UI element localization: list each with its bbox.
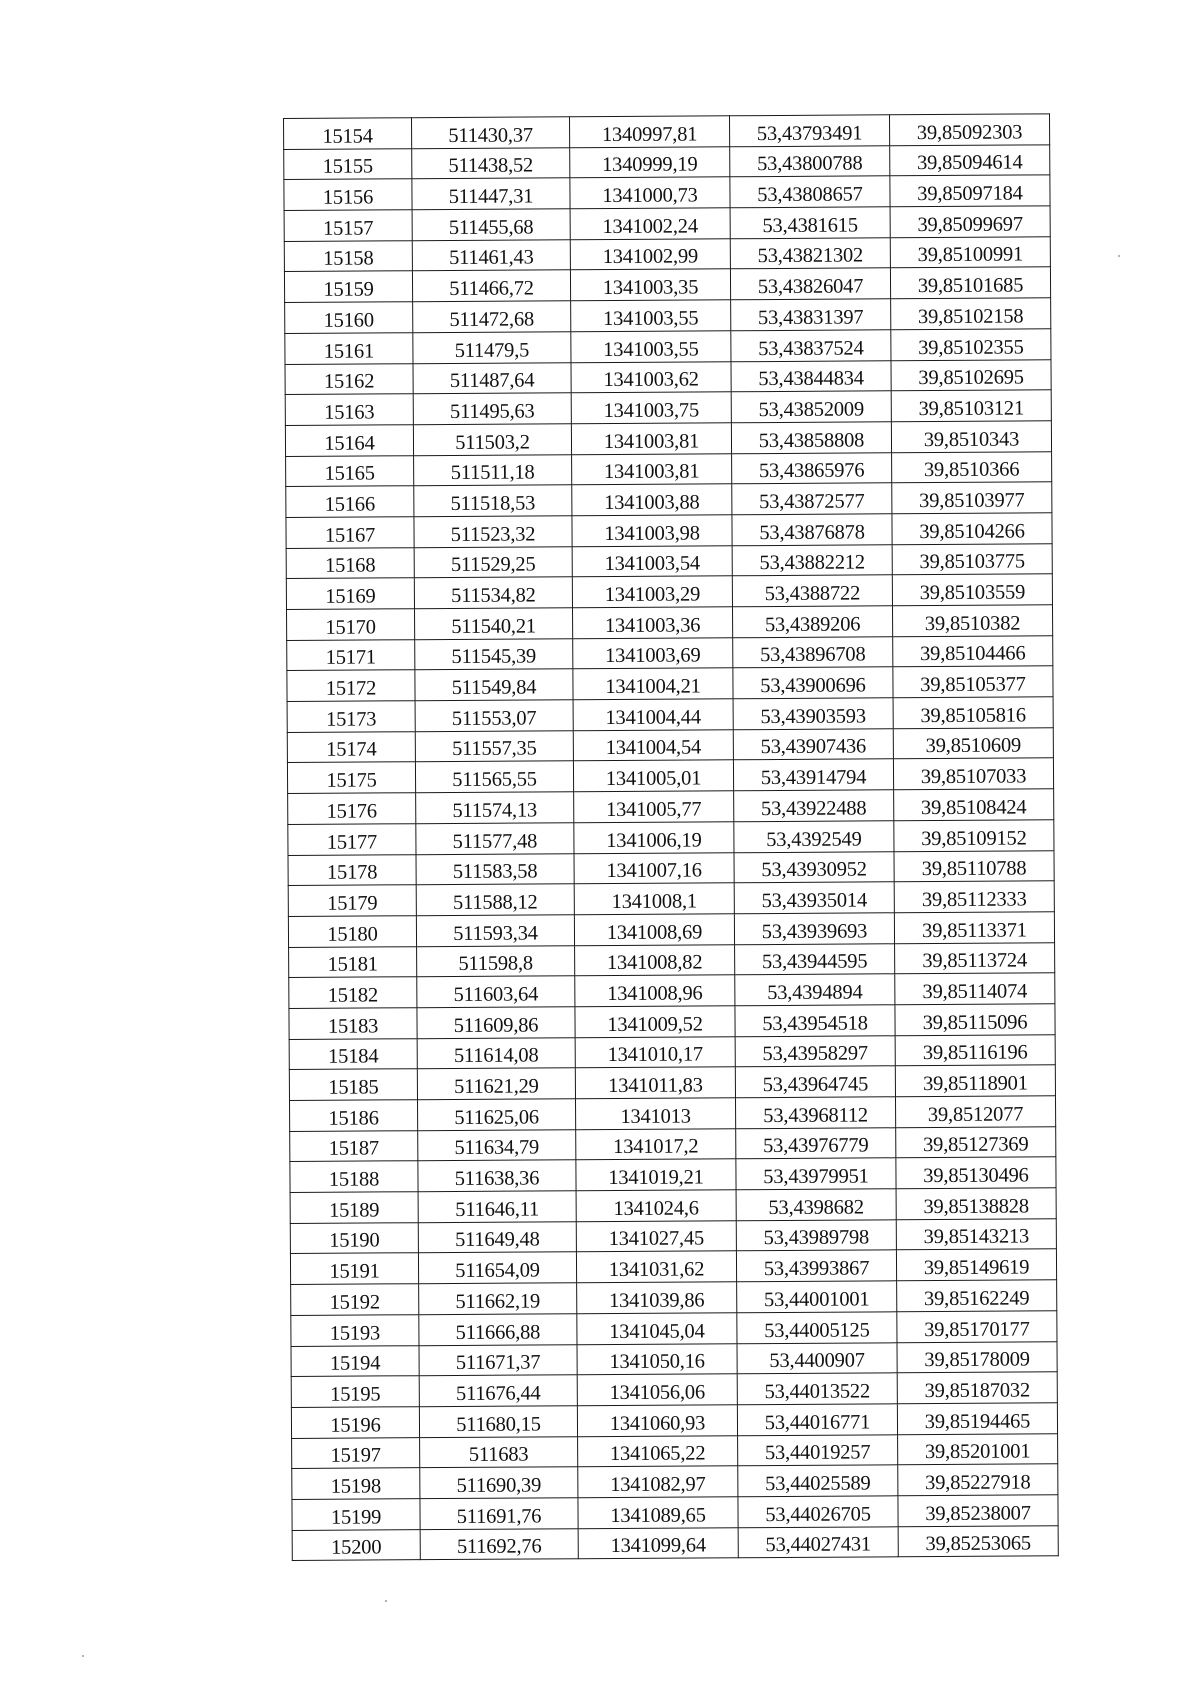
x-coordinate-cell: 511583,58 bbox=[416, 853, 574, 885]
longitude-cell: 39,8512077 bbox=[895, 1096, 1055, 1128]
y-coordinate-cell: 1341003,81 bbox=[572, 453, 732, 485]
point-number-cell: 15166 bbox=[286, 486, 414, 517]
x-coordinate-cell: 511540,21 bbox=[415, 608, 573, 640]
point-number-cell: 15170 bbox=[287, 609, 415, 640]
longitude-cell: 39,8510343 bbox=[891, 421, 1051, 453]
y-coordinate-cell: 1341003,35 bbox=[570, 269, 730, 301]
latitude-cell: 53,43808657 bbox=[730, 176, 890, 208]
x-coordinate-cell: 511503,2 bbox=[413, 424, 571, 456]
point-number-cell: 15197 bbox=[292, 1437, 420, 1468]
x-coordinate-cell: 511646,11 bbox=[418, 1191, 576, 1223]
longitude-cell: 39,85108424 bbox=[894, 789, 1054, 821]
table-row bbox=[292, 1495, 1058, 1530]
x-coordinate-cell: 511598,8 bbox=[417, 945, 575, 977]
longitude-cell: 39,85112333 bbox=[894, 881, 1054, 913]
x-coordinate-cell: 511466,72 bbox=[412, 270, 570, 302]
latitude-cell: 53,44005125 bbox=[737, 1312, 897, 1344]
table-row bbox=[290, 1188, 1056, 1223]
longitude-cell: 39,85097184 bbox=[890, 175, 1050, 207]
latitude-cell: 53,4398682 bbox=[736, 1189, 896, 1221]
x-coordinate-cell: 511545,39 bbox=[415, 638, 573, 670]
x-coordinate-cell: 511529,25 bbox=[414, 546, 572, 578]
y-coordinate-cell: 1341007,16 bbox=[574, 852, 734, 884]
table-row bbox=[285, 329, 1051, 364]
y-coordinate-cell: 1341099,64 bbox=[578, 1527, 738, 1559]
table-row bbox=[290, 1157, 1056, 1192]
x-coordinate-cell: 511691,76 bbox=[420, 1498, 578, 1530]
x-coordinate-cell: 511614,08 bbox=[417, 1037, 575, 1069]
y-coordinate-cell: 1341003,29 bbox=[572, 576, 732, 608]
table-row bbox=[284, 237, 1050, 272]
latitude-cell: 53,43831397 bbox=[731, 299, 891, 331]
longitude-cell: 39,85102355 bbox=[891, 329, 1051, 361]
x-coordinate-cell: 511495,63 bbox=[413, 393, 571, 425]
latitude-cell: 53,44016771 bbox=[737, 1404, 897, 1436]
y-coordinate-cell: 1341009,52 bbox=[575, 1006, 735, 1038]
point-number-cell: 15181 bbox=[289, 946, 417, 977]
longitude-cell: 39,85227918 bbox=[898, 1464, 1058, 1496]
y-coordinate-cell: 1341089,65 bbox=[578, 1497, 738, 1529]
y-coordinate-cell: 1341002,99 bbox=[570, 239, 730, 271]
y-coordinate-cell: 1341013 bbox=[575, 1098, 735, 1130]
point-number-cell: 15180 bbox=[288, 916, 416, 947]
x-coordinate-cell: 511634,79 bbox=[418, 1129, 576, 1161]
longitude-cell: 39,85115096 bbox=[895, 1004, 1055, 1036]
point-number-cell: 15159 bbox=[284, 271, 412, 302]
x-coordinate-cell: 511553,07 bbox=[415, 700, 573, 732]
longitude-cell: 39,85253065 bbox=[898, 1525, 1058, 1557]
x-coordinate-cell: 511461,43 bbox=[412, 239, 570, 271]
longitude-cell: 39,85104466 bbox=[893, 635, 1053, 667]
longitude-cell: 39,85113724 bbox=[895, 942, 1055, 974]
table-row bbox=[285, 359, 1051, 394]
table-row bbox=[287, 605, 1053, 640]
longitude-cell: 39,85110788 bbox=[894, 850, 1054, 882]
longitude-cell: 39,85194465 bbox=[897, 1403, 1057, 1435]
latitude-cell: 53,43935014 bbox=[734, 882, 894, 914]
table-row bbox=[284, 206, 1050, 241]
longitude-cell: 39,85107033 bbox=[893, 758, 1053, 790]
x-coordinate-cell: 511430,37 bbox=[412, 117, 570, 149]
table-row bbox=[292, 1433, 1058, 1468]
longitude-cell: 39,8510366 bbox=[892, 451, 1052, 483]
latitude-cell: 53,43930952 bbox=[734, 851, 894, 883]
table-row bbox=[288, 820, 1054, 855]
x-coordinate-cell: 511593,34 bbox=[416, 915, 574, 947]
table-row bbox=[289, 1004, 1055, 1039]
latitude-cell: 53,43865976 bbox=[732, 452, 892, 484]
latitude-cell: 53,43979951 bbox=[736, 1158, 896, 1190]
x-coordinate-cell: 511666,88 bbox=[419, 1314, 577, 1346]
x-coordinate-cell: 511523,32 bbox=[414, 516, 572, 548]
point-number-cell: 15174 bbox=[287, 731, 415, 762]
point-number-cell: 15173 bbox=[287, 701, 415, 732]
point-number-cell: 15157 bbox=[284, 210, 412, 241]
y-coordinate-cell: 1340997,81 bbox=[569, 116, 729, 148]
point-number-cell: 15158 bbox=[284, 240, 412, 271]
table-row bbox=[291, 1311, 1057, 1346]
latitude-cell: 53,43968112 bbox=[735, 1097, 895, 1129]
point-number-cell: 15162 bbox=[285, 363, 413, 394]
y-coordinate-cell: 1341082,97 bbox=[578, 1466, 738, 1498]
y-coordinate-cell: 1341019,21 bbox=[576, 1159, 736, 1191]
latitude-cell: 53,43922488 bbox=[734, 790, 894, 822]
point-number-cell: 15193 bbox=[291, 1315, 419, 1346]
latitude-cell: 53,43896708 bbox=[733, 636, 893, 668]
latitude-cell: 53,43900696 bbox=[733, 667, 893, 699]
x-coordinate-cell: 511692,76 bbox=[420, 1528, 578, 1560]
y-coordinate-cell: 1341000,73 bbox=[570, 177, 730, 209]
y-coordinate-cell: 1341006,19 bbox=[574, 822, 734, 854]
longitude-cell: 39,85100991 bbox=[890, 237, 1050, 269]
y-coordinate-cell: 1341003,36 bbox=[572, 607, 732, 639]
table-row bbox=[291, 1372, 1057, 1407]
latitude-cell: 53,43821302 bbox=[730, 238, 890, 270]
latitude-cell: 53,44025589 bbox=[738, 1465, 898, 1497]
longitude-cell: 39,85113371 bbox=[894, 912, 1054, 944]
y-coordinate-cell: 1341004,44 bbox=[573, 699, 733, 731]
longitude-cell: 39,85116196 bbox=[895, 1034, 1055, 1066]
table-row bbox=[285, 421, 1051, 456]
point-number-cell: 15177 bbox=[288, 824, 416, 855]
x-coordinate-cell: 511549,84 bbox=[415, 669, 573, 701]
table-row bbox=[286, 513, 1052, 548]
longitude-cell: 39,85105816 bbox=[893, 697, 1053, 729]
table-row bbox=[286, 451, 1052, 486]
x-coordinate-cell: 511683 bbox=[420, 1436, 578, 1468]
y-coordinate-cell: 1341039,86 bbox=[577, 1282, 737, 1314]
y-coordinate-cell: 1341008,96 bbox=[575, 975, 735, 1007]
scan-speck bbox=[385, 1600, 387, 1602]
longitude-cell: 39,85238007 bbox=[898, 1495, 1058, 1527]
scan-speck bbox=[82, 1655, 84, 1657]
table-row bbox=[285, 298, 1051, 333]
latitude-cell: 53,43882212 bbox=[732, 544, 892, 576]
scan-speck bbox=[1118, 255, 1120, 257]
table-row bbox=[289, 1065, 1055, 1100]
table-row bbox=[289, 942, 1055, 977]
point-number-cell: 15169 bbox=[286, 578, 414, 609]
table-row bbox=[288, 881, 1054, 916]
y-coordinate-cell: 1341060,93 bbox=[577, 1405, 737, 1437]
point-number-cell: 15165 bbox=[286, 455, 414, 486]
y-coordinate-cell: 1341045,04 bbox=[577, 1313, 737, 1345]
point-number-cell: 15164 bbox=[285, 425, 413, 456]
longitude-cell: 39,85127369 bbox=[896, 1126, 1056, 1158]
latitude-cell: 53,43837524 bbox=[731, 330, 891, 362]
longitude-cell: 39,85201001 bbox=[898, 1433, 1058, 1465]
longitude-cell: 39,85187032 bbox=[897, 1372, 1057, 1404]
x-coordinate-cell: 511487,64 bbox=[413, 362, 571, 394]
point-number-cell: 15188 bbox=[290, 1161, 418, 1192]
latitude-cell: 53,43989798 bbox=[736, 1220, 896, 1252]
table-row bbox=[287, 697, 1053, 732]
table-row bbox=[284, 145, 1050, 180]
x-coordinate-cell: 511621,29 bbox=[417, 1068, 575, 1100]
latitude-cell: 53,44013522 bbox=[737, 1373, 897, 1405]
latitude-cell: 53,44001001 bbox=[737, 1281, 897, 1313]
x-coordinate-cell: 511588,12 bbox=[416, 884, 574, 916]
point-number-cell: 15161 bbox=[285, 333, 413, 364]
y-coordinate-cell: 1341008,69 bbox=[574, 914, 734, 946]
table-row bbox=[290, 1096, 1056, 1131]
y-coordinate-cell: 1341003,55 bbox=[571, 300, 731, 332]
point-number-cell: 15160 bbox=[285, 302, 413, 333]
table-row bbox=[287, 666, 1053, 701]
latitude-cell: 53,4392549 bbox=[734, 821, 894, 853]
x-coordinate-cell: 511577,48 bbox=[416, 823, 574, 855]
longitude-cell: 39,85103559 bbox=[892, 574, 1052, 606]
x-coordinate-cell: 511472,68 bbox=[413, 301, 571, 333]
table-row bbox=[287, 758, 1053, 793]
latitude-cell: 53,4381615 bbox=[730, 207, 890, 239]
table-row bbox=[291, 1403, 1057, 1438]
x-coordinate-cell: 511518,53 bbox=[414, 485, 572, 517]
x-coordinate-cell: 511671,37 bbox=[419, 1344, 577, 1376]
latitude-cell: 53,44019257 bbox=[738, 1434, 898, 1466]
table-row bbox=[290, 1126, 1056, 1161]
x-coordinate-cell: 511609,86 bbox=[417, 1007, 575, 1039]
y-coordinate-cell: 1341003,75 bbox=[571, 392, 731, 424]
longitude-cell: 39,85114074 bbox=[895, 973, 1055, 1005]
table-row bbox=[291, 1280, 1057, 1315]
y-coordinate-cell: 1341008,82 bbox=[575, 944, 735, 976]
x-coordinate-cell: 511565,55 bbox=[415, 761, 573, 793]
table-row bbox=[286, 482, 1052, 517]
y-coordinate-cell: 1341065,22 bbox=[578, 1435, 738, 1467]
table-row bbox=[289, 1034, 1055, 1069]
point-number-cell: 15171 bbox=[287, 639, 415, 670]
table-row bbox=[288, 850, 1054, 885]
x-coordinate-cell: 511438,52 bbox=[412, 147, 570, 179]
longitude-cell: 39,85162249 bbox=[897, 1280, 1057, 1312]
latitude-cell: 53,43958297 bbox=[735, 1035, 895, 1067]
x-coordinate-cell: 511680,15 bbox=[419, 1406, 577, 1438]
point-number-cell: 15196 bbox=[291, 1407, 419, 1438]
y-coordinate-cell: 1341004,54 bbox=[573, 730, 733, 762]
point-number-cell: 15192 bbox=[291, 1284, 419, 1315]
table-row bbox=[286, 543, 1052, 578]
point-number-cell: 15185 bbox=[289, 1069, 417, 1100]
x-coordinate-cell: 511557,35 bbox=[415, 730, 573, 762]
point-number-cell: 15200 bbox=[292, 1529, 420, 1560]
latitude-cell: 53,43826047 bbox=[730, 268, 890, 300]
longitude-cell: 39,85102158 bbox=[891, 298, 1051, 330]
latitude-cell: 53,43800788 bbox=[730, 145, 890, 177]
y-coordinate-cell: 1341050,16 bbox=[577, 1343, 737, 1375]
longitude-cell: 39,85104266 bbox=[892, 513, 1052, 545]
table-row bbox=[290, 1249, 1056, 1284]
table-row bbox=[288, 912, 1054, 947]
latitude-cell: 53,43964745 bbox=[735, 1066, 895, 1098]
longitude-cell: 39,85138828 bbox=[896, 1188, 1056, 1220]
latitude-cell: 53,4394894 bbox=[735, 974, 895, 1006]
table-row bbox=[286, 574, 1052, 609]
latitude-cell: 53,43844834 bbox=[731, 360, 891, 392]
x-coordinate-cell: 511574,13 bbox=[416, 792, 574, 824]
table-row bbox=[284, 175, 1050, 210]
x-coordinate-cell: 511676,44 bbox=[419, 1375, 577, 1407]
point-number-cell: 15167 bbox=[286, 517, 414, 548]
table-row bbox=[290, 1219, 1056, 1254]
x-coordinate-cell: 511534,82 bbox=[414, 577, 572, 609]
x-coordinate-cell: 511638,36 bbox=[418, 1160, 576, 1192]
x-coordinate-cell: 511479,5 bbox=[413, 332, 571, 364]
latitude-cell: 53,43993867 bbox=[736, 1250, 896, 1282]
longitude-cell: 39,85099697 bbox=[890, 206, 1050, 238]
latitude-cell: 53,4389206 bbox=[732, 606, 892, 638]
coordinates-table bbox=[283, 113, 1059, 1561]
y-coordinate-cell: 1341011,83 bbox=[575, 1067, 735, 1099]
table-row bbox=[287, 728, 1053, 763]
point-number-cell: 15189 bbox=[290, 1192, 418, 1223]
y-coordinate-cell: 1341005,01 bbox=[573, 760, 733, 792]
table-row bbox=[288, 789, 1054, 824]
y-coordinate-cell: 1341003,54 bbox=[572, 545, 732, 577]
latitude-cell: 53,43858808 bbox=[731, 422, 891, 454]
y-coordinate-cell: 1341008,1 bbox=[574, 883, 734, 915]
longitude-cell: 39,85102695 bbox=[891, 359, 1051, 391]
point-number-cell: 15183 bbox=[289, 1008, 417, 1039]
point-number-cell: 15168 bbox=[286, 547, 414, 578]
point-number-cell: 15186 bbox=[290, 1100, 418, 1131]
point-number-cell: 15199 bbox=[292, 1499, 420, 1530]
point-number-cell: 15179 bbox=[288, 885, 416, 916]
y-coordinate-cell: 1341010,17 bbox=[575, 1036, 735, 1068]
longitude-cell: 39,85118901 bbox=[895, 1065, 1055, 1097]
table-row bbox=[284, 267, 1050, 302]
y-coordinate-cell: 1341003,81 bbox=[571, 423, 731, 455]
y-coordinate-cell: 1341003,69 bbox=[573, 637, 733, 669]
longitude-cell: 39,8510609 bbox=[893, 728, 1053, 760]
y-coordinate-cell: 1341003,55 bbox=[571, 331, 731, 363]
longitude-cell: 39,85170177 bbox=[897, 1311, 1057, 1343]
y-coordinate-cell: 1341056,06 bbox=[577, 1374, 737, 1406]
longitude-cell: 39,85092303 bbox=[889, 114, 1049, 146]
point-number-cell: 15190 bbox=[290, 1222, 418, 1253]
y-coordinate-cell: 1341031,62 bbox=[576, 1251, 736, 1283]
table-row bbox=[285, 390, 1051, 425]
y-coordinate-cell: 1341005,77 bbox=[574, 791, 734, 823]
x-coordinate-cell: 511511,18 bbox=[414, 454, 572, 486]
table-row bbox=[289, 973, 1055, 1008]
point-number-cell: 15184 bbox=[289, 1038, 417, 1069]
x-coordinate-cell: 511649,48 bbox=[418, 1221, 576, 1253]
latitude-cell: 53,43907436 bbox=[733, 729, 893, 761]
x-coordinate-cell: 511603,64 bbox=[417, 976, 575, 1008]
point-number-cell: 15175 bbox=[287, 762, 415, 793]
latitude-cell: 53,44026705 bbox=[738, 1496, 898, 1528]
point-number-cell: 15198 bbox=[292, 1468, 420, 1499]
longitude-cell: 39,85109152 bbox=[894, 820, 1054, 852]
longitude-cell: 39,85103121 bbox=[891, 390, 1051, 422]
longitude-cell: 39,85101685 bbox=[890, 267, 1050, 299]
longitude-cell: 39,8510382 bbox=[892, 605, 1052, 637]
latitude-cell: 53,43914794 bbox=[733, 759, 893, 791]
point-number-cell: 15172 bbox=[287, 670, 415, 701]
latitude-cell: 53,43939693 bbox=[734, 913, 894, 945]
latitude-cell: 53,43872577 bbox=[732, 483, 892, 515]
longitude-cell: 39,85178009 bbox=[897, 1341, 1057, 1373]
point-number-cell: 15187 bbox=[290, 1130, 418, 1161]
latitude-cell: 53,43876878 bbox=[732, 514, 892, 546]
latitude-cell: 53,4400907 bbox=[737, 1342, 897, 1374]
longitude-cell: 39,85130496 bbox=[896, 1157, 1056, 1189]
point-number-cell: 15163 bbox=[285, 394, 413, 425]
y-coordinate-cell: 1341004,21 bbox=[573, 668, 733, 700]
x-coordinate-cell: 511625,06 bbox=[417, 1099, 575, 1131]
table-row bbox=[284, 114, 1050, 149]
table-row bbox=[292, 1464, 1058, 1499]
x-coordinate-cell: 511447,31 bbox=[412, 178, 570, 210]
table-row bbox=[291, 1341, 1057, 1376]
y-coordinate-cell: 1341003,62 bbox=[571, 361, 731, 393]
table-container bbox=[283, 113, 1058, 1561]
point-number-cell: 15156 bbox=[284, 179, 412, 210]
point-number-cell: 15155 bbox=[284, 148, 412, 179]
latitude-cell: 53,43852009 bbox=[731, 391, 891, 423]
longitude-cell: 39,85103977 bbox=[892, 482, 1052, 514]
latitude-cell: 53,43976779 bbox=[736, 1127, 896, 1159]
point-number-cell: 15194 bbox=[291, 1345, 419, 1376]
longitude-cell: 39,85094614 bbox=[890, 145, 1050, 177]
y-coordinate-cell: 1341002,24 bbox=[570, 208, 730, 240]
longitude-cell: 39,85105377 bbox=[893, 666, 1053, 698]
latitude-cell: 53,43793491 bbox=[729, 115, 889, 147]
point-number-cell: 15191 bbox=[290, 1253, 418, 1284]
coordinates-table-body bbox=[284, 114, 1059, 1561]
y-coordinate-cell: 1341017,2 bbox=[576, 1128, 736, 1160]
y-coordinate-cell: 1341024,6 bbox=[576, 1190, 736, 1222]
y-coordinate-cell: 1341003,88 bbox=[572, 484, 732, 516]
y-coordinate-cell: 1340999,19 bbox=[570, 146, 730, 178]
longitude-cell: 39,85149619 bbox=[896, 1249, 1056, 1281]
table-row bbox=[287, 635, 1053, 670]
point-number-cell: 15154 bbox=[284, 118, 412, 149]
latitude-cell: 53,4388722 bbox=[732, 575, 892, 607]
x-coordinate-cell: 511690,39 bbox=[420, 1467, 578, 1499]
latitude-cell: 53,43954518 bbox=[735, 1005, 895, 1037]
longitude-cell: 39,85103775 bbox=[892, 543, 1052, 575]
x-coordinate-cell: 511662,19 bbox=[419, 1283, 577, 1315]
longitude-cell: 39,85143213 bbox=[896, 1219, 1056, 1251]
point-number-cell: 15176 bbox=[288, 793, 416, 824]
point-number-cell: 15178 bbox=[288, 854, 416, 885]
x-coordinate-cell: 511455,68 bbox=[412, 209, 570, 241]
table-row bbox=[292, 1525, 1058, 1560]
latitude-cell: 53,43944595 bbox=[735, 943, 895, 975]
x-coordinate-cell: 511654,09 bbox=[418, 1252, 576, 1284]
latitude-cell: 53,44027431 bbox=[738, 1526, 898, 1558]
point-number-cell: 15182 bbox=[289, 977, 417, 1008]
point-number-cell: 15195 bbox=[291, 1376, 419, 1407]
y-coordinate-cell: 1341027,45 bbox=[576, 1221, 736, 1253]
y-coordinate-cell: 1341003,98 bbox=[572, 515, 732, 547]
latitude-cell: 53,43903593 bbox=[733, 698, 893, 730]
